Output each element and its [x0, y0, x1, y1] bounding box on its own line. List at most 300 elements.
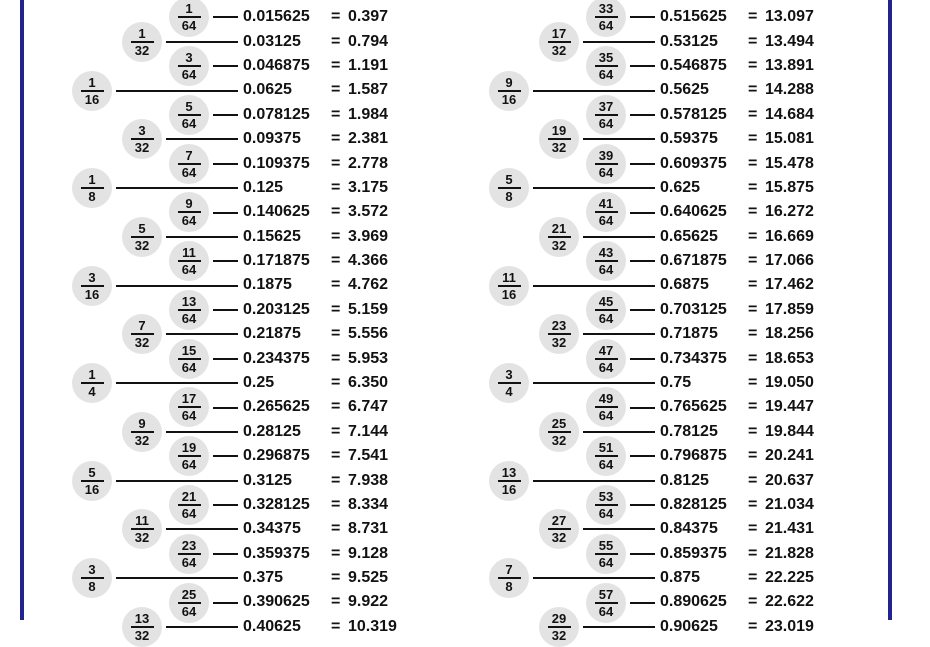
decimal-inch-value: 0.84375	[660, 520, 718, 538]
equals-sign: =	[331, 617, 341, 635]
equals-sign: =	[748, 81, 758, 99]
fraction	[595, 490, 618, 520]
fraction-denominator: 32	[131, 431, 154, 447]
fraction-denominator: 64	[178, 114, 201, 130]
fraction-denominator: 64	[595, 211, 618, 227]
fraction-numerator: 21	[181, 489, 197, 504]
decimal-inch-value: 0.1875	[243, 276, 292, 294]
decimal-inch-value: 0.90625	[660, 617, 718, 635]
equals-sign: =	[331, 105, 341, 123]
millimeter-value: 17.859	[765, 300, 814, 318]
equals-sign: =	[748, 178, 758, 196]
leader-line	[583, 626, 655, 628]
fraction	[595, 539, 618, 569]
leader-line	[630, 504, 655, 506]
leader-line	[583, 431, 655, 433]
decimal-inch-value: 0.140625	[243, 203, 310, 221]
millimeter-value: 10.319	[348, 617, 397, 635]
fraction	[548, 514, 571, 544]
millimeter-value: 21.431	[765, 520, 814, 538]
fraction-numerator: 13	[181, 293, 197, 309]
fraction-numerator: 19	[181, 440, 197, 456]
decimal-inch-value: 0.125	[243, 178, 284, 196]
millimeter-value: 6.350	[348, 374, 389, 391]
fraction-denominator: 32	[548, 431, 571, 447]
fraction-denominator: 64	[595, 602, 618, 618]
fraction	[595, 2, 618, 32]
fraction	[595, 197, 618, 227]
fraction	[595, 344, 618, 374]
leader-line	[533, 285, 655, 287]
millimeter-value: 0.794	[348, 32, 389, 50]
decimal-inch-value: 0.171875	[243, 252, 310, 270]
fraction-denominator: 64	[178, 163, 201, 179]
fraction-denominator: 32	[548, 528, 571, 544]
decimal-inch-value: 0.21875	[243, 325, 301, 343]
fraction-denominator: 32	[131, 528, 154, 544]
millimeter-value: 19.447	[765, 398, 814, 416]
fraction-denominator: 32	[548, 333, 571, 349]
decimal-inch-value: 0.546875	[660, 57, 727, 75]
fraction-numerator: 27	[551, 513, 567, 529]
fraction-numerator: 39	[598, 147, 614, 163]
millimeter-value: 14.684	[765, 105, 814, 123]
fraction-denominator: 32	[131, 236, 154, 252]
decimal-inch-value: 0.328125	[243, 495, 310, 513]
fraction-denominator: 4	[498, 382, 521, 398]
fraction-numerator: 25	[551, 415, 567, 431]
millimeter-value: 22.622	[765, 593, 814, 611]
decimal-inch-value: 0.796875	[660, 447, 727, 465]
fraction	[498, 173, 521, 203]
millimeter-value: 15.478	[765, 154, 814, 172]
fraction-denominator: 32	[548, 236, 571, 252]
equals-sign: =	[748, 398, 758, 416]
equals-sign: =	[748, 447, 758, 465]
equals-sign: =	[331, 130, 341, 148]
fraction-numerator: 1	[185, 1, 193, 17]
fraction-denominator: 8	[498, 577, 521, 593]
millimeter-value: 5.159	[348, 300, 389, 318]
fraction-denominator: 16	[81, 285, 104, 301]
millimeter-value: 0.397	[348, 8, 389, 26]
equals-sign: =	[331, 57, 341, 75]
decimal-inch-value: 0.65625	[660, 227, 718, 245]
equals-sign: =	[748, 349, 758, 367]
equals-sign: =	[748, 130, 758, 148]
fraction	[498, 563, 521, 593]
fraction-numerator: 3	[88, 562, 96, 578]
fraction-denominator: 64	[178, 504, 201, 520]
fraction	[548, 319, 571, 349]
millimeter-value: 15.081	[765, 130, 814, 148]
decimal-inch-value: 0.625	[660, 178, 701, 196]
millimeter-value: 19.050	[765, 374, 814, 391]
fraction-denominator: 64	[178, 65, 201, 81]
millimeter-value: 8.731	[348, 520, 389, 538]
fraction-numerator: 37	[598, 98, 614, 114]
millimeter-value: 2.778	[348, 154, 389, 172]
millimeter-value: 21.828	[765, 544, 814, 562]
equals-sign: =	[331, 422, 341, 440]
fraction-denominator: 32	[548, 41, 571, 57]
fraction-denominator: 32	[131, 138, 154, 154]
leader-line	[630, 212, 655, 214]
decimal-inch-value: 0.203125	[243, 300, 310, 318]
decimal-inch-value: 0.15625	[243, 227, 301, 245]
fraction-numerator: 3	[138, 123, 146, 139]
leader-line	[630, 553, 655, 555]
fraction-numerator: 1	[88, 74, 96, 90]
equals-sign: =	[331, 520, 341, 538]
equals-sign: =	[748, 57, 758, 75]
fraction-denominator: 64	[595, 504, 618, 520]
leader-line	[533, 187, 655, 189]
decimal-inch-value: 0.3125	[243, 471, 292, 489]
millimeter-value: 4.366	[348, 252, 389, 270]
equals-sign: =	[331, 32, 341, 50]
millimeter-value: 6.747	[348, 398, 389, 416]
fraction-denominator: 8	[498, 187, 521, 203]
equals-sign: =	[331, 349, 341, 367]
millimeter-value: 7.541	[348, 447, 389, 465]
decimal-inch-value: 0.296875	[243, 447, 310, 465]
leader-line	[630, 260, 655, 262]
millimeter-value: 23.019	[765, 617, 814, 635]
decimal-inch-value: 0.34375	[243, 520, 301, 538]
fraction-numerator: 55	[598, 537, 614, 553]
decimal-inch-value: 0.640625	[660, 203, 727, 221]
millimeter-value: 5.953	[348, 349, 389, 367]
fraction	[548, 222, 571, 252]
millimeter-value: 1.191	[348, 57, 389, 75]
decimal-inch-value: 0.875	[660, 569, 701, 587]
fraction-numerator: 11	[135, 513, 149, 529]
decimal-inch-value: 0.109375	[243, 154, 310, 172]
fraction-denominator: 32	[548, 626, 571, 642]
fraction-denominator: 4	[81, 382, 104, 398]
fraction-numerator: 51	[598, 440, 614, 456]
decimal-inch-value: 0.515625	[660, 8, 727, 26]
equals-sign: =	[748, 593, 758, 611]
fraction	[595, 441, 618, 471]
fraction-denominator: 16	[498, 480, 521, 496]
decimal-inch-value: 0.359375	[243, 544, 310, 562]
decimal-inch-value: 0.40625	[243, 617, 301, 635]
fraction-denominator: 64	[595, 65, 618, 81]
fraction-numerator: 19	[551, 123, 567, 139]
fraction-numerator: 9	[138, 415, 146, 431]
millimeter-value: 14.288	[765, 81, 814, 99]
fraction-denominator: 32	[548, 138, 571, 154]
decimal-inch-value: 0.578125	[660, 105, 727, 123]
fraction-numerator: 11	[502, 269, 516, 285]
fraction-numerator: 5	[88, 464, 96, 480]
equals-sign: =	[331, 398, 341, 416]
fraction-numerator: 49	[598, 391, 614, 407]
fraction	[595, 392, 618, 422]
equals-sign: =	[331, 593, 341, 611]
leader-line	[583, 41, 655, 43]
decimal-inch-value: 0.671875	[660, 252, 727, 270]
fraction-numerator: 13	[134, 610, 150, 626]
equals-sign: =	[748, 422, 758, 440]
fraction-denominator: 16	[81, 90, 104, 106]
equals-sign: =	[748, 325, 758, 343]
decimal-inch-value: 0.609375	[660, 154, 727, 172]
millimeter-value: 1.984	[348, 105, 389, 123]
decimal-inch-value: 0.046875	[243, 57, 310, 75]
fraction-numerator: 7	[185, 147, 193, 163]
millimeter-value: 3.572	[348, 203, 389, 221]
millimeter-value: 8.334	[348, 495, 389, 513]
millimeter-value: 7.938	[348, 471, 389, 489]
fraction	[498, 466, 521, 496]
fraction-denominator: 64	[595, 553, 618, 569]
millimeter-value: 16.669	[765, 227, 814, 245]
fraction-numerator: 17	[181, 391, 197, 407]
millimeter-value: 18.256	[765, 325, 814, 343]
fraction-denominator: 64	[595, 455, 618, 471]
equals-sign: =	[748, 32, 758, 50]
fraction-numerator: 33	[598, 1, 614, 17]
leader-line	[583, 236, 655, 238]
fraction-numerator: 15	[181, 342, 197, 358]
millimeter-value: 9.922	[348, 593, 389, 611]
fraction-badge	[539, 607, 579, 647]
fraction-denominator: 32	[131, 41, 154, 57]
millimeter-value: 3.175	[348, 178, 389, 196]
fraction-denominator: 64	[595, 260, 618, 276]
fraction-numerator: 5	[505, 172, 513, 188]
fraction-denominator: 64	[595, 16, 618, 32]
fraction-numerator: 1	[88, 367, 96, 383]
decimal-inch-value: 0.390625	[243, 593, 310, 611]
leader-line	[583, 138, 655, 140]
equals-sign: =	[748, 203, 758, 221]
millimeter-value: 13.097	[765, 8, 814, 26]
decimal-inch-value: 0.828125	[660, 495, 727, 513]
equals-sign: =	[748, 544, 758, 562]
conversion-row	[0, 391, 930, 424]
fraction-denominator: 64	[595, 163, 618, 179]
equals-sign: =	[748, 471, 758, 489]
millimeter-value: 2.381	[348, 130, 389, 148]
millimeter-value: 21.034	[765, 495, 814, 513]
fraction	[548, 124, 571, 154]
equals-sign: =	[748, 8, 758, 26]
fraction	[498, 271, 521, 301]
fraction-numerator: 25	[181, 586, 197, 602]
millimeter-value: 7.144	[348, 422, 389, 440]
equals-sign: =	[331, 227, 341, 245]
decimal-inch-value: 0.078125	[243, 105, 310, 123]
fraction	[595, 588, 618, 618]
equals-sign: =	[331, 8, 341, 26]
fraction-denominator: 32	[131, 333, 154, 349]
fraction-numerator: 17	[551, 25, 567, 41]
fraction-numerator: 29	[551, 610, 567, 626]
fraction-denominator: 64	[178, 260, 201, 276]
equals-sign: =	[331, 544, 341, 562]
leader-line	[630, 407, 655, 409]
equals-sign: =	[748, 495, 758, 513]
millimeter-value: 9.525	[348, 569, 389, 587]
leader-line	[533, 90, 655, 92]
fraction-numerator: 5	[138, 220, 146, 236]
millimeter-value: 17.462	[765, 276, 814, 294]
equals-sign: =	[748, 276, 758, 294]
millimeter-value: 17.066	[765, 252, 814, 270]
decimal-inch-value: 0.265625	[243, 398, 310, 416]
decimal-inch-value: 0.75	[660, 374, 692, 391]
fraction-numerator: 21	[551, 220, 567, 236]
millimeter-value: 15.875	[765, 178, 814, 196]
fraction-numerator: 35	[598, 50, 614, 66]
fraction	[595, 295, 618, 325]
equals-sign: =	[748, 617, 758, 635]
leader-line	[630, 16, 655, 18]
millimeter-value: 20.241	[765, 447, 814, 465]
leader-line	[630, 163, 655, 165]
fraction-denominator: 64	[595, 406, 618, 422]
millimeter-value: 18.653	[765, 349, 814, 367]
leader-line	[630, 602, 655, 604]
fraction-numerator: 57	[598, 586, 614, 602]
fraction-denominator: 64	[178, 602, 201, 618]
equals-sign: =	[748, 300, 758, 318]
fraction-denominator: 32	[131, 626, 154, 642]
fraction-denominator: 8	[81, 577, 104, 593]
decimal-inch-value: 0.28125	[243, 422, 301, 440]
fraction	[595, 149, 618, 179]
fraction	[498, 76, 521, 106]
fraction-numerator: 3	[88, 269, 96, 285]
decimal-inch-value: 0.0625	[243, 81, 292, 99]
fraction-denominator: 64	[595, 114, 618, 130]
decimal-inch-value: 0.5625	[660, 81, 709, 99]
fraction-numerator: 1	[138, 25, 146, 41]
equals-sign: =	[331, 276, 341, 294]
millimeter-value: 13.494	[765, 32, 814, 50]
millimeter-value: 22.225	[765, 569, 814, 587]
decimal-inch-value: 0.78125	[660, 422, 718, 440]
equals-sign: =	[331, 252, 341, 270]
fraction-denominator: 64	[178, 16, 201, 32]
fraction-numerator: 43	[598, 245, 614, 261]
fraction	[498, 368, 521, 398]
fraction-numerator: 23	[181, 537, 197, 553]
decimal-inch-value: 0.859375	[660, 544, 727, 562]
decimal-inch-value: 0.6875	[660, 276, 709, 294]
fraction-denominator: 64	[178, 309, 201, 325]
equals-sign: =	[331, 178, 341, 196]
millimeter-value: 1.587	[348, 81, 389, 99]
fraction-numerator: 3	[185, 50, 193, 66]
fraction-numerator: 53	[598, 489, 614, 504]
leader-line	[533, 577, 655, 579]
millimeter-value: 4.762	[348, 276, 389, 294]
fraction	[595, 246, 618, 276]
fraction-denominator: 64	[178, 553, 201, 569]
fraction-denominator: 64	[178, 455, 201, 471]
fraction-numerator: 5	[185, 98, 193, 114]
fraction-numerator: 7	[138, 318, 146, 334]
decimal-inch-value: 0.734375	[660, 349, 727, 367]
fraction-numerator: 11	[182, 245, 196, 261]
decimal-inch-value: 0.03125	[243, 32, 301, 50]
equals-sign: =	[331, 325, 341, 343]
millimeter-value: 5.556	[348, 325, 389, 343]
millimeter-value: 20.637	[765, 471, 814, 489]
decimal-inch-value: 0.09375	[243, 130, 301, 148]
equals-sign: =	[748, 520, 758, 538]
leader-line	[583, 528, 655, 530]
equals-sign: =	[331, 495, 341, 513]
millimeter-value: 16.272	[765, 203, 814, 221]
leader-line	[583, 333, 655, 335]
equals-sign: =	[748, 374, 758, 391]
fraction-numerator: 7	[505, 562, 513, 578]
equals-sign: =	[331, 300, 341, 318]
fraction-denominator: 16	[498, 90, 521, 106]
fraction-denominator: 64	[595, 358, 618, 374]
fraction-denominator: 16	[81, 480, 104, 496]
millimeter-value: 9.128	[348, 544, 389, 562]
decimal-inch-value: 0.8125	[660, 471, 709, 489]
decimal-inch-value: 0.53125	[660, 32, 718, 50]
fraction-numerator: 13	[501, 464, 517, 480]
equals-sign: =	[331, 81, 341, 99]
decimal-inch-value: 0.015625	[243, 8, 310, 26]
fraction	[548, 417, 571, 447]
equals-sign: =	[331, 569, 341, 587]
millimeter-value: 13.891	[765, 57, 814, 75]
decimal-inch-value: 0.703125	[660, 300, 727, 318]
equals-sign: =	[331, 203, 341, 221]
equals-sign: =	[331, 471, 341, 489]
fraction-denominator: 64	[178, 358, 201, 374]
millimeter-value: 19.844	[765, 422, 814, 440]
fraction-denominator: 64	[178, 211, 201, 227]
fraction-numerator: 23	[551, 318, 567, 334]
fraction-denominator: 8	[81, 187, 104, 203]
equals-sign: =	[331, 447, 341, 465]
equals-sign: =	[748, 569, 758, 587]
decimal-inch-value: 0.234375	[243, 349, 310, 367]
fraction-numerator: 45	[598, 293, 614, 309]
leader-line	[630, 358, 655, 360]
decimal-inch-value: 0.890625	[660, 593, 727, 611]
equals-sign: =	[331, 154, 341, 172]
fraction	[595, 100, 618, 130]
fraction-denominator: 64	[595, 309, 618, 325]
fraction-denominator: 16	[498, 285, 521, 301]
fraction-numerator: 9	[505, 74, 513, 90]
fraction	[595, 51, 618, 81]
leader-line	[630, 114, 655, 116]
fraction-denominator: 64	[178, 406, 201, 422]
decimal-inch-value: 0.71875	[660, 325, 718, 343]
millimeter-value: 3.969	[348, 227, 389, 245]
equals-sign: =	[748, 227, 758, 245]
decimal-inch-value: 0.765625	[660, 398, 727, 416]
equals-sign: =	[748, 154, 758, 172]
equals-sign: =	[748, 252, 758, 270]
fraction-numerator: 1	[88, 172, 96, 188]
leader-line	[630, 455, 655, 457]
equals-sign: =	[748, 105, 758, 123]
